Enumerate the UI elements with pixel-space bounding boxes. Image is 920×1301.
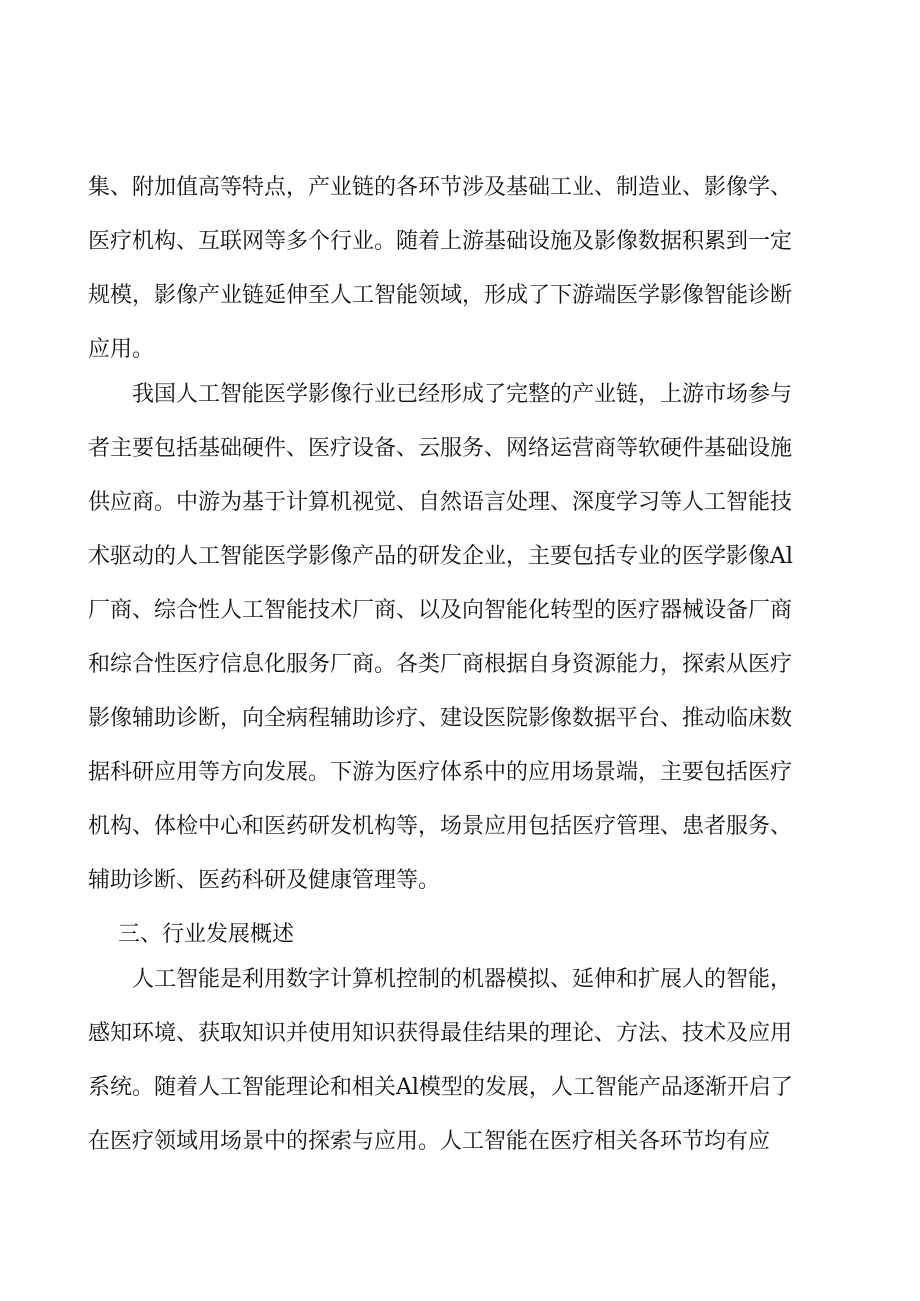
paragraph-1-line-2: 医疗机构、互联网等多个行业。随着上游基础设施及影像数据积累到一定 — [88, 229, 793, 254]
paragraph-3-line-1: 人工智能是利用数字计算机控制的机器模拟、延伸和扩展人的智能， — [132, 967, 793, 992]
paragraph-1-line-3: 规模，影像产业链延伸至人工智能领域，形成了下游端医学影像智能诊断 — [88, 283, 793, 308]
paragraph-1-line-1: 集、附加值高等特点，产业链的各环节涉及基础工业、制造业、影像学、 — [88, 175, 793, 200]
paragraph-1-line-4: 应用。 — [88, 337, 155, 362]
paragraph-2-line-3: 供应商。中游为基于计算机视觉、自然语言处理、深度学习等人工智能技 — [88, 490, 793, 515]
paragraph-2-line-9: 机构、体检中心和医药研发机构等，场景应用包括医疗管理、患者服务、 — [88, 814, 793, 839]
paragraph-2-line-6: 和综合性医疗信息化服务厂商。各类厂商根据自身资源能力，探索从医疗 — [88, 652, 793, 677]
paragraph-2-line-8: 据科研应用等方向发展。下游为医疗体系中的应用场景端，主要包括医疗 — [88, 760, 793, 785]
paragraph-2-line-2: 者主要包括基础硬件、医疗设备、云服务、网络运营商等软硬件基础设施 — [88, 436, 793, 461]
paragraph-3-line-2: 感知环境、获取知识并使用知识获得最佳结果的理论、方法、技术及应用 — [88, 1021, 793, 1046]
paragraph-3-line-3: 系统。随着人工智能理论和相关Al模型的发展，人工智能产品逐渐开启了 — [88, 1075, 793, 1100]
paragraph-2-line-10: 辅助诊断、医药科研及健康管理等。 — [88, 868, 441, 893]
paragraph-2-line-5: 厂商、综合性人工智能技术厂商、以及向智能化转型的医疗器械设备厂商 — [88, 598, 793, 623]
paragraph-2-line-1: 我国人工智能医学影像行业已经形成了完整的产业链，上游市场参与 — [132, 382, 793, 407]
section-heading: 三、行业发展概述 — [118, 922, 295, 947]
paragraph-3-line-4: 在医疗领域用场景中的探索与应用。人工智能在医疗相关各环节均有应 — [88, 1129, 771, 1154]
paragraph-2-line-4: 术驱动的人工智能医学影像产品的研发企业，主要包括专业的医学影像Al — [88, 544, 793, 569]
paragraph-2-line-7: 影像辅助诊断，向全病程辅助诊疗、建设医院影像数据平台、推动临床数 — [88, 706, 793, 731]
